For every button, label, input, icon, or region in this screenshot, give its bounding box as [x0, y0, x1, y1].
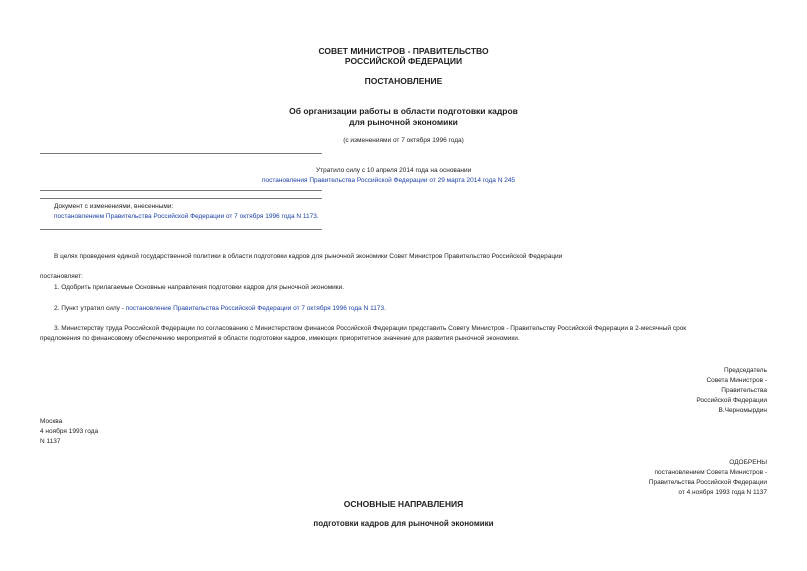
approval-line-2: постановлением Совета Министров - [654, 469, 767, 476]
place-date: 4 ноября 1993 года [40, 428, 99, 435]
signatory-name: В.Черномырдин [718, 407, 767, 414]
approval-line-3: Правительства Российской Федерации [648, 479, 767, 486]
divider [40, 229, 322, 230]
divider [40, 198, 322, 199]
amendments-label: Документ с изменениями, внесенными: [54, 203, 174, 210]
lost-force-text: Утратило силу с 10 апреля 2014 года на основании [316, 167, 472, 174]
amendments-note: (с изменениями от 7 октября 1996 года) [343, 137, 464, 144]
approval-line-4: от 4 ноября 1993 года N 1137 [678, 489, 767, 496]
authority-line-2: РОССИЙСКОЙ ФЕДЕРАЦИИ [344, 56, 463, 66]
preamble-text: В целях проведения единой государственной политики в области подготовки кадров для рыночной экономики Совет Министров Правительство Российской Федерации [54, 253, 563, 260]
divider [40, 153, 322, 154]
place-city: Москва [40, 418, 63, 425]
signature-line-1: Председатель [723, 367, 767, 374]
annex-title: ОСНОВНЫЕ НАПРАВЛЕНИЯ [343, 499, 464, 509]
item-2 [54, 305, 386, 313]
approval-line-1: ОДОБРЕНЫ [729, 459, 767, 466]
resolves-text: постановляет: [40, 273, 83, 280]
lost-force-link[interactable]: постановления Правительства Российской Федерации от 29 марта 2014 года N 245 [262, 177, 516, 184]
divider [40, 190, 322, 191]
item-2-prefix: 2. Пункт утратил силу - [54, 305, 126, 312]
document-title-line-2: для рыночной экономики [349, 117, 458, 127]
amendments-link[interactable]: постановлением Правительства Российской Федерации от 7 октября 1996 года N 1173. [54, 213, 319, 220]
signature-line-4: Российской Федерации [696, 397, 767, 404]
authority-line-1: СОВЕТ МИНИСТРОВ - ПРАВИТЕЛЬСТВО [318, 46, 489, 56]
item-2-link[interactable]: постановление Правительства Российской Федерации от 7 октября 1996 года N 1173. [125, 305, 386, 312]
signature-line-3: Правительства [721, 387, 767, 394]
item-3-line-1: 3. Министерству труда Российской Федерации по согласованию с Министерством финансов Российской Федерации представить Совету Министров - Правительству Российской Федерации в 2-месячный срок [54, 325, 687, 332]
document-type: ПОСТАНОВЛЕНИЕ [364, 76, 443, 86]
item-3-line-2: предложения по финансовому обеспечению мероприятий в области подготовки кадров, имеющих приоритетное значение для развития рыночной экономики. [40, 335, 520, 342]
document-title-line-1: Об организации работы в области подготовки кадров [289, 106, 518, 116]
annex-subtitle: подготовки кадров для рыночной экономики [313, 519, 494, 528]
document-number: N 1137 [40, 438, 61, 445]
item-1: 1. Одобрить прилагаемые Основные направления подготовки кадров для рыночной экономики. [54, 284, 345, 291]
signature-line-2: Совета Министров - [706, 377, 767, 384]
